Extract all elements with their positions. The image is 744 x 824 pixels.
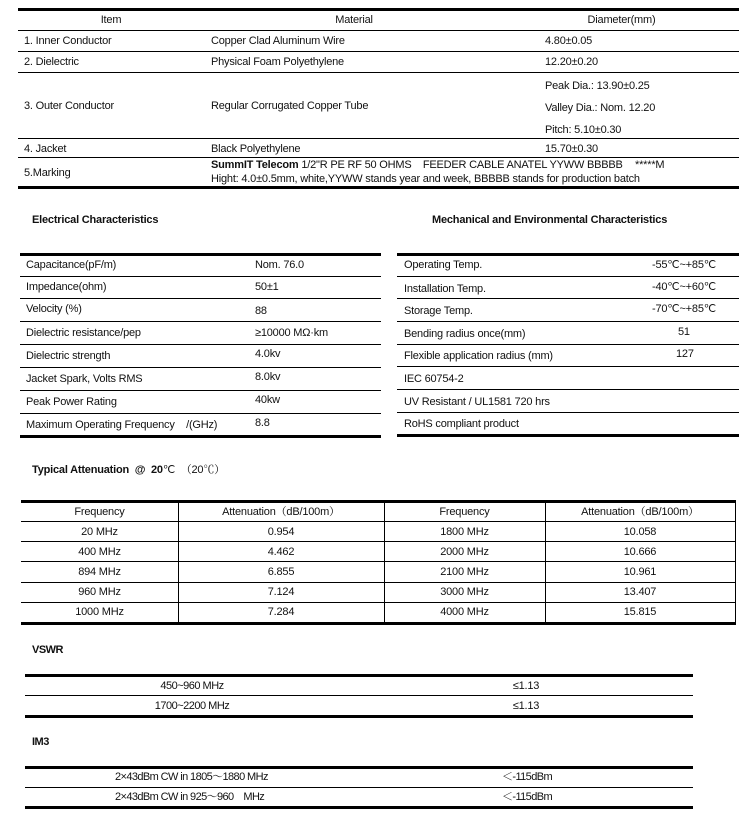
table-border: [21, 500, 736, 503]
row-divider: [20, 298, 381, 299]
row-divider: [18, 51, 739, 52]
row-divider: [25, 695, 693, 696]
mechanical-title: Mechanical and Environmental Characteristics: [432, 214, 668, 226]
material-cell: Black Polyethylene: [211, 143, 301, 155]
freq-cell: 20 MHz: [81, 526, 118, 538]
label-cell: Operating Temp.: [404, 259, 483, 271]
value-cell: -55℃~+85℃: [652, 259, 716, 271]
att-cell: 0.954: [267, 526, 295, 538]
label-cell: Capacitance(pF/m): [26, 259, 117, 271]
row-divider: [21, 541, 736, 542]
att-cell: 10.666: [623, 546, 657, 558]
table-border: [21, 622, 736, 625]
marking-suffix: *****M: [635, 159, 665, 171]
table-border: [18, 8, 739, 11]
value-cell: ＜-115dBm: [502, 771, 553, 783]
row-divider: [20, 390, 381, 391]
diameter-cell: 12.20±0.20: [545, 56, 598, 68]
material-cell: Regular Corrugated Copper Tube: [211, 100, 369, 112]
marking-brand: SummIT Telecom: [211, 159, 299, 171]
value-cell: -40℃~+60℃: [652, 281, 716, 293]
table-border: [25, 715, 693, 718]
value-cell: 127: [676, 348, 694, 360]
table-border: [18, 186, 739, 189]
freq-cell: 2000 MHz: [440, 546, 489, 558]
value-cell: 4.0kv: [255, 348, 281, 360]
row-divider: [20, 413, 381, 414]
row-divider: [397, 276, 739, 277]
row-divider: [21, 602, 736, 603]
freq-cell: 1800 MHz: [440, 526, 489, 538]
condition-cell: 2×43dBm CW in 925～960 MHz: [115, 791, 265, 803]
item-cell: 4. Jacket: [24, 143, 67, 155]
header-item: Item: [100, 14, 122, 26]
header-attenuation: Attenuation（dB/100m）: [222, 506, 340, 518]
value-cell: ≥10000 MΩ·km: [255, 327, 328, 339]
material-cell: Copper Clad Aluminum Wire: [211, 35, 345, 47]
row-divider: [18, 72, 739, 73]
item-cell: 3. Outer Conductor: [24, 100, 114, 112]
att-cell: 6.855: [267, 566, 295, 578]
table-border: [25, 806, 693, 809]
row-divider: [20, 367, 381, 368]
freq-cell: 960 MHz: [78, 586, 121, 598]
material-cell: Physical Foam Polyethylene: [211, 56, 344, 68]
table-border: [397, 434, 739, 437]
row-divider: [397, 366, 739, 367]
table-border: [397, 253, 739, 256]
diameter-peak: Peak Dia.: 13.90±0.25: [545, 80, 650, 92]
table-border: [25, 766, 693, 769]
value-cell: 8.8: [255, 417, 270, 429]
value-cell: 8.0kv: [255, 371, 281, 383]
label-cell: Dielectric resistance/pep: [26, 327, 141, 339]
band-cell: 1700~2200 MHz: [154, 700, 230, 712]
header-material: Material: [335, 14, 373, 26]
freq-cell: 4000 MHz: [440, 606, 489, 618]
row-divider: [397, 298, 739, 299]
label-cell: Dielectric strength: [26, 350, 111, 362]
label-cell: Flexible application radius (mm): [404, 350, 553, 362]
att-cell: 10.961: [623, 566, 657, 578]
row-divider: [397, 412, 739, 413]
label-cell: UV Resistant / UL1581 720 hrs: [404, 396, 550, 408]
att-cell: 7.124: [267, 586, 295, 598]
attenuation-title-text: Typical Attenuation @ 20: [32, 464, 163, 476]
marking-line-1: [211, 158, 623, 172]
label-cell: Storage Temp.: [404, 305, 473, 317]
diameter-cell: 4.80±0.05: [545, 35, 593, 47]
diameter-valley: Valley Dia.: Nom. 12.20: [545, 102, 656, 114]
value-cell: 50±1: [255, 281, 279, 293]
marking-line-2: Hight: 4.0±0.5mm, white,YYWW stands year and week, BBBBB stands for production batch: [211, 173, 640, 185]
row-divider: [21, 521, 736, 522]
freq-cell: 400 MHz: [78, 546, 121, 558]
header-frequency: Frequency: [74, 506, 125, 518]
row-divider: [20, 276, 381, 277]
item-cell: 2. Dielectric: [24, 56, 79, 68]
header-attenuation: Attenuation（dB/100m）: [581, 506, 699, 518]
att-cell: 15.815: [623, 606, 657, 618]
row-divider: [397, 344, 739, 345]
attenuation-title: [32, 461, 225, 477]
att-cell: 7.284: [267, 606, 295, 618]
label-cell: IEC 60754-2: [404, 373, 464, 385]
value-cell: ＜-115dBm: [502, 791, 553, 803]
att-cell: 13.407: [623, 586, 657, 598]
item-cell: 1. Inner Conductor: [24, 35, 112, 47]
label-cell: Bending radius once(mm): [404, 328, 526, 340]
freq-cell: 2100 MHz: [440, 566, 489, 578]
label-cell: Velocity (%): [26, 303, 82, 315]
value-cell: ≤1.13: [512, 680, 540, 692]
row-divider: [397, 389, 739, 390]
band-cell: 450~960 MHz: [160, 680, 224, 692]
value-cell: 40kw: [255, 394, 280, 406]
diameter-pitch: Pitch: 5.10±0.30: [545, 124, 622, 136]
label-cell: Maximum Operating Frequency /(GHz): [26, 419, 218, 431]
row-divider: [21, 582, 736, 583]
row-divider: [18, 138, 739, 139]
row-divider: [25, 787, 693, 788]
diameter-cell: 15.70±0.30: [545, 143, 598, 155]
freq-cell: 1000 MHz: [75, 606, 124, 618]
value-cell: ≤1.13: [512, 700, 540, 712]
vswr-title: VSWR: [32, 644, 63, 656]
value-cell: -70℃~+85℃: [652, 303, 716, 315]
electrical-title: Electrical Characteristics: [32, 214, 159, 226]
freq-cell: 894 MHz: [78, 566, 121, 578]
label-cell: Impedance(ohm): [26, 281, 107, 293]
table-border: [20, 253, 381, 256]
header-frequency: Frequency: [439, 506, 490, 518]
value-cell: 51: [678, 326, 690, 338]
item-cell: 5.Marking: [24, 167, 71, 179]
row-divider: [20, 321, 381, 322]
label-cell: Peak Power Rating: [26, 396, 117, 408]
label-cell: Jacket Spark, Volts RMS: [26, 373, 143, 385]
value-cell: 88: [255, 305, 267, 317]
row-divider: [20, 344, 381, 345]
col-divider: [735, 500, 736, 624]
im3-title: IM3: [32, 736, 49, 748]
att-cell: 4.462: [267, 546, 295, 558]
marking-text: 1/2"R PE RF 50 OHMS FEEDER CABLE ANATEL YYWW BBBBB: [298, 159, 623, 171]
att-cell: 10.058: [623, 526, 657, 538]
row-divider: [21, 561, 736, 562]
condition-cell: 2×43dBm CW in 1805～1880 MHz: [115, 771, 268, 783]
row-divider: [18, 30, 739, 31]
value-cell: Nom. 76.0: [255, 259, 304, 271]
table-border: [20, 435, 381, 438]
label-cell: RoHS compliant product: [404, 418, 519, 430]
attenuation-title-temp: ℃ （20℃）: [162, 464, 225, 476]
table-border: [25, 674, 693, 677]
header-diameter: Diameter(mm): [587, 14, 656, 26]
row-divider: [397, 321, 739, 322]
freq-cell: 3000 MHz: [440, 586, 489, 598]
label-cell: Installation Temp.: [404, 283, 486, 295]
